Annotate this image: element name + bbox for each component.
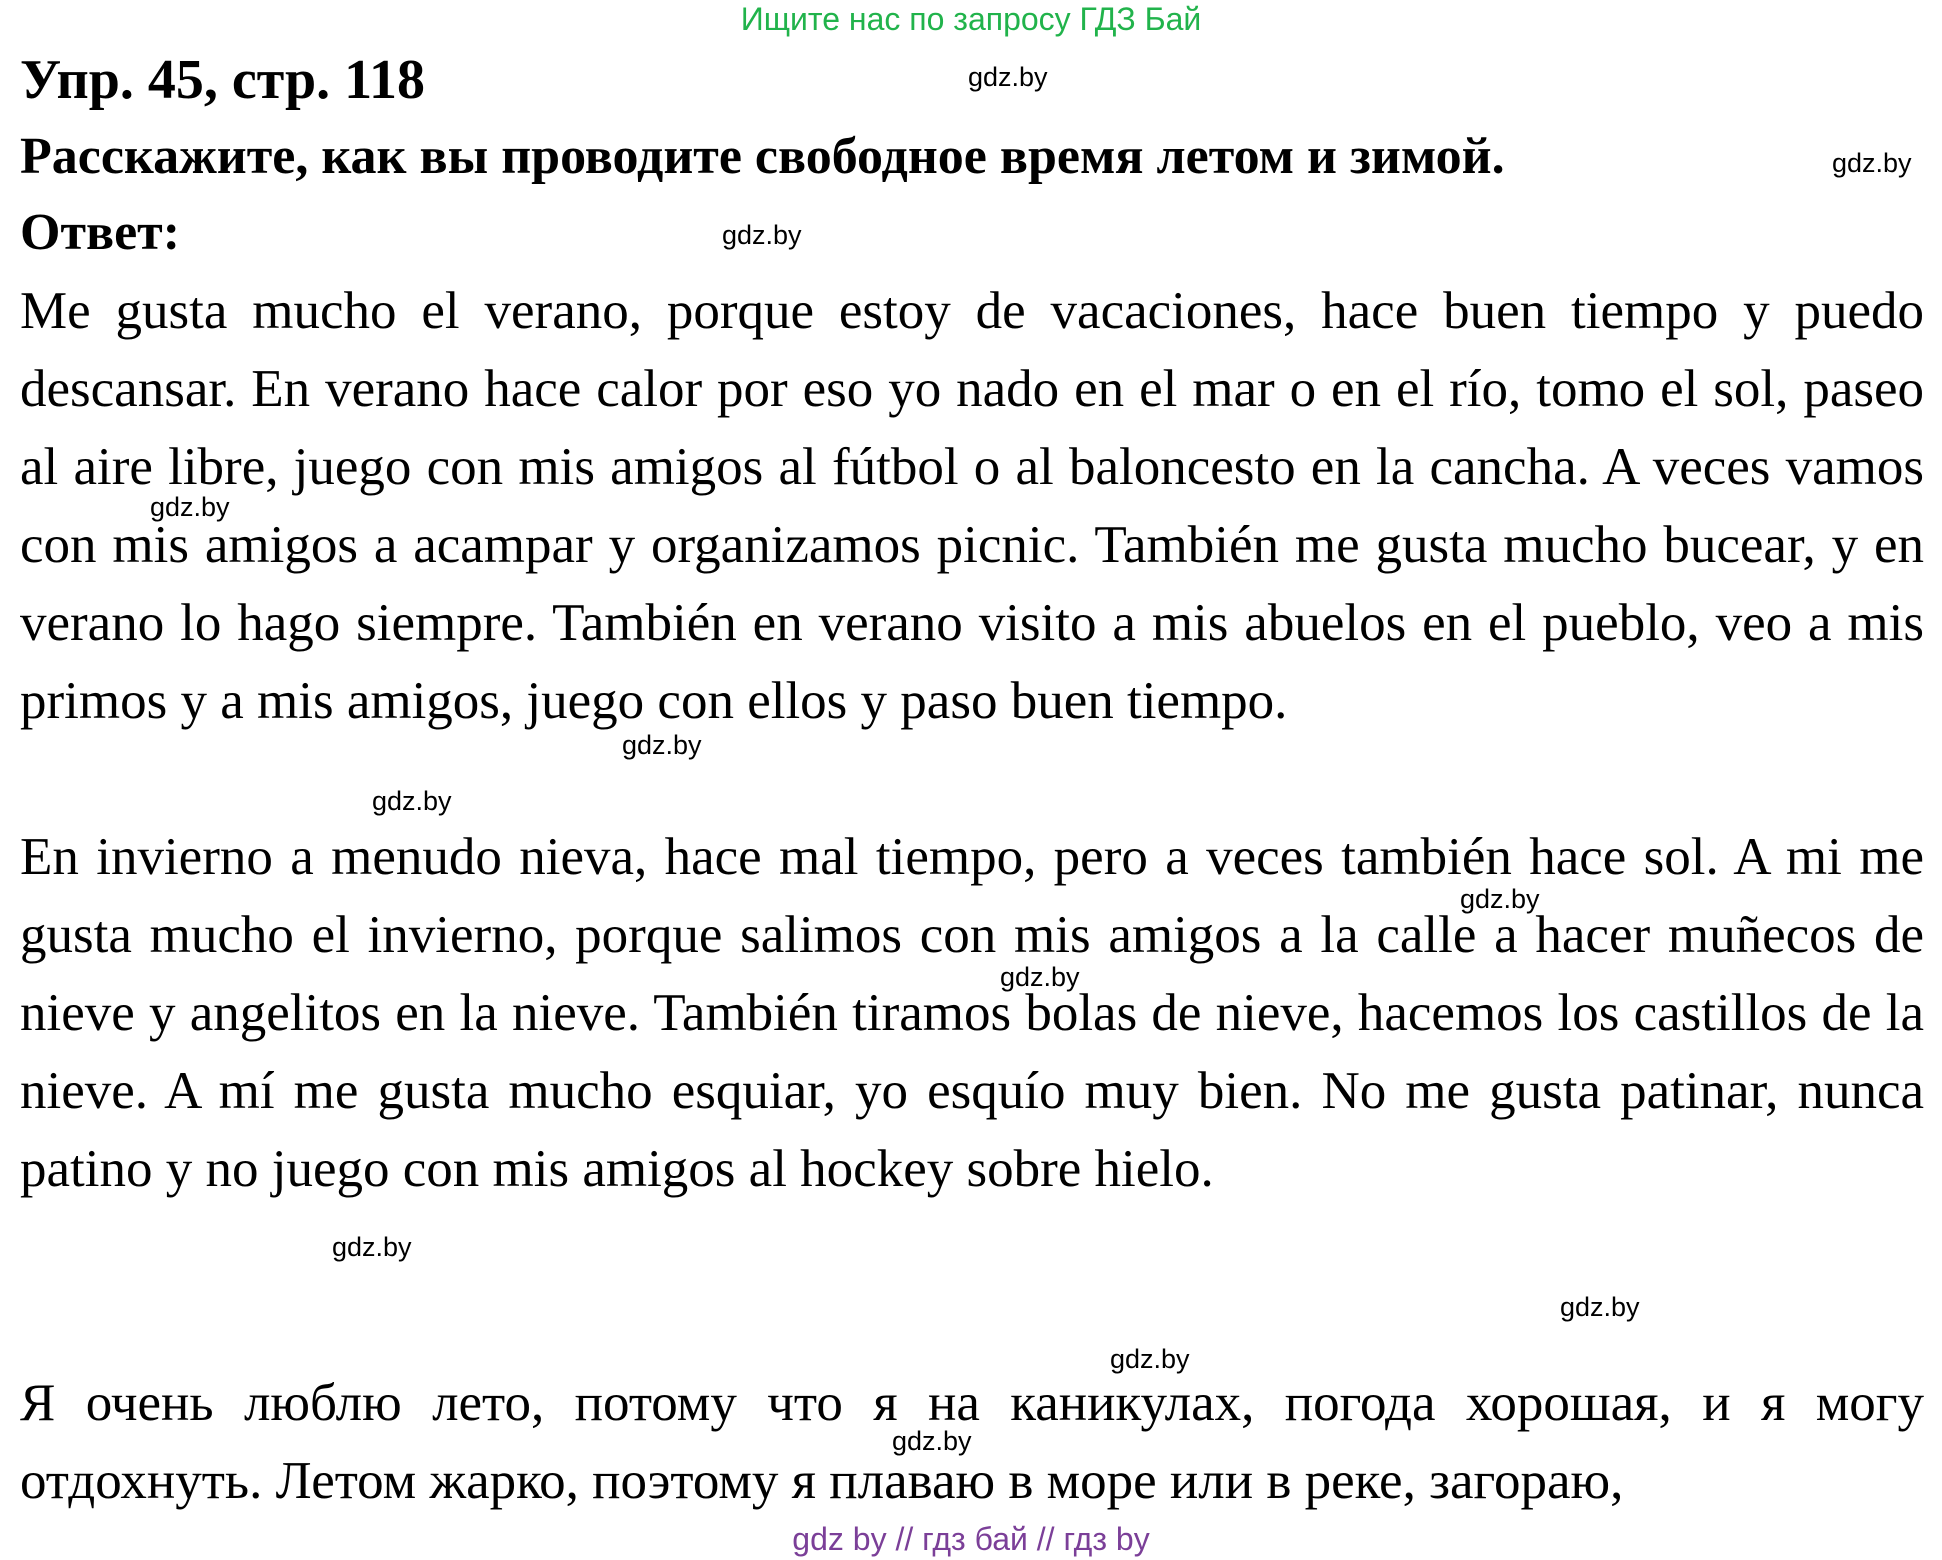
exercise-title: Упр. 45, стр. 118 <box>20 49 426 111</box>
watermark: gdz.by <box>332 1232 412 1262</box>
watermark: gdz.by <box>1110 1344 1190 1374</box>
watermark: gdz.by <box>1832 148 1912 178</box>
watermark: gdz.by <box>150 492 230 522</box>
watermark: gdz.by <box>892 1426 972 1456</box>
top-banner: Ищите нас по запросу ГДЗ Бай <box>740 1 1202 37</box>
watermark: gdz.by <box>1560 1292 1640 1322</box>
watermark: gdz.by <box>722 220 802 250</box>
answer-label: Ответ: <box>20 204 181 261</box>
watermark: gdz.by <box>622 730 702 760</box>
watermark: gdz.by <box>1460 884 1540 914</box>
watermark: gdz.by <box>372 786 452 816</box>
paragraph-russian-summer: Я очень люблю лето, потому что я на каникулах, погода хорошая, и я могу отдохнуть. Летом жарко, поэтому я плаваю в море или в реке, загораю, <box>20 1374 1924 1510</box>
footer-banner: gdz by // гдз бай // гдз by <box>792 1521 1150 1557</box>
paragraph-spanish-winter: En invierno a menudo nieva, hace mal tiempo, pero a veces también hace sol. A mi me gusta mucho el invierno, porque salimos con mis amigos a la calle a hacer muñecos de nieve y angelitos en la nieve. También tiramos bolas de nieve, hacemos los castillos de la nieve. A mí me gusta mucho esquiar, yo esquío muy bien. No me gusta patinar, nunca patino y no juego con mis amigos al hockey sobre hielo. <box>20 828 1924 1198</box>
exercise-question: Расскажите, как вы проводите свободное время летом и зимой. <box>20 128 1505 185</box>
paragraph-spanish-summer: Me gusta mucho el verano, porque estoy de vacaciones, hace buen tiempo y puedo descansar. En verano hace calor por eso yo nado en el mar o en el río, tomo el sol, paseo al aire libre, juego con mis amigos al fútbol o al baloncesto en la cancha. A veces vamos con mis amigos a acampar y organizamos picnic. También me gusta mucho bucear, y en verano lo hago siempre. También en verano visito a mis abuelos en el pueblo, veo a mis primos y a mis amigos, juego con ellos y paso buen tiempo. <box>20 282 1924 730</box>
watermark: gdz.by <box>1000 962 1080 992</box>
watermark: gdz.by <box>968 62 1048 92</box>
